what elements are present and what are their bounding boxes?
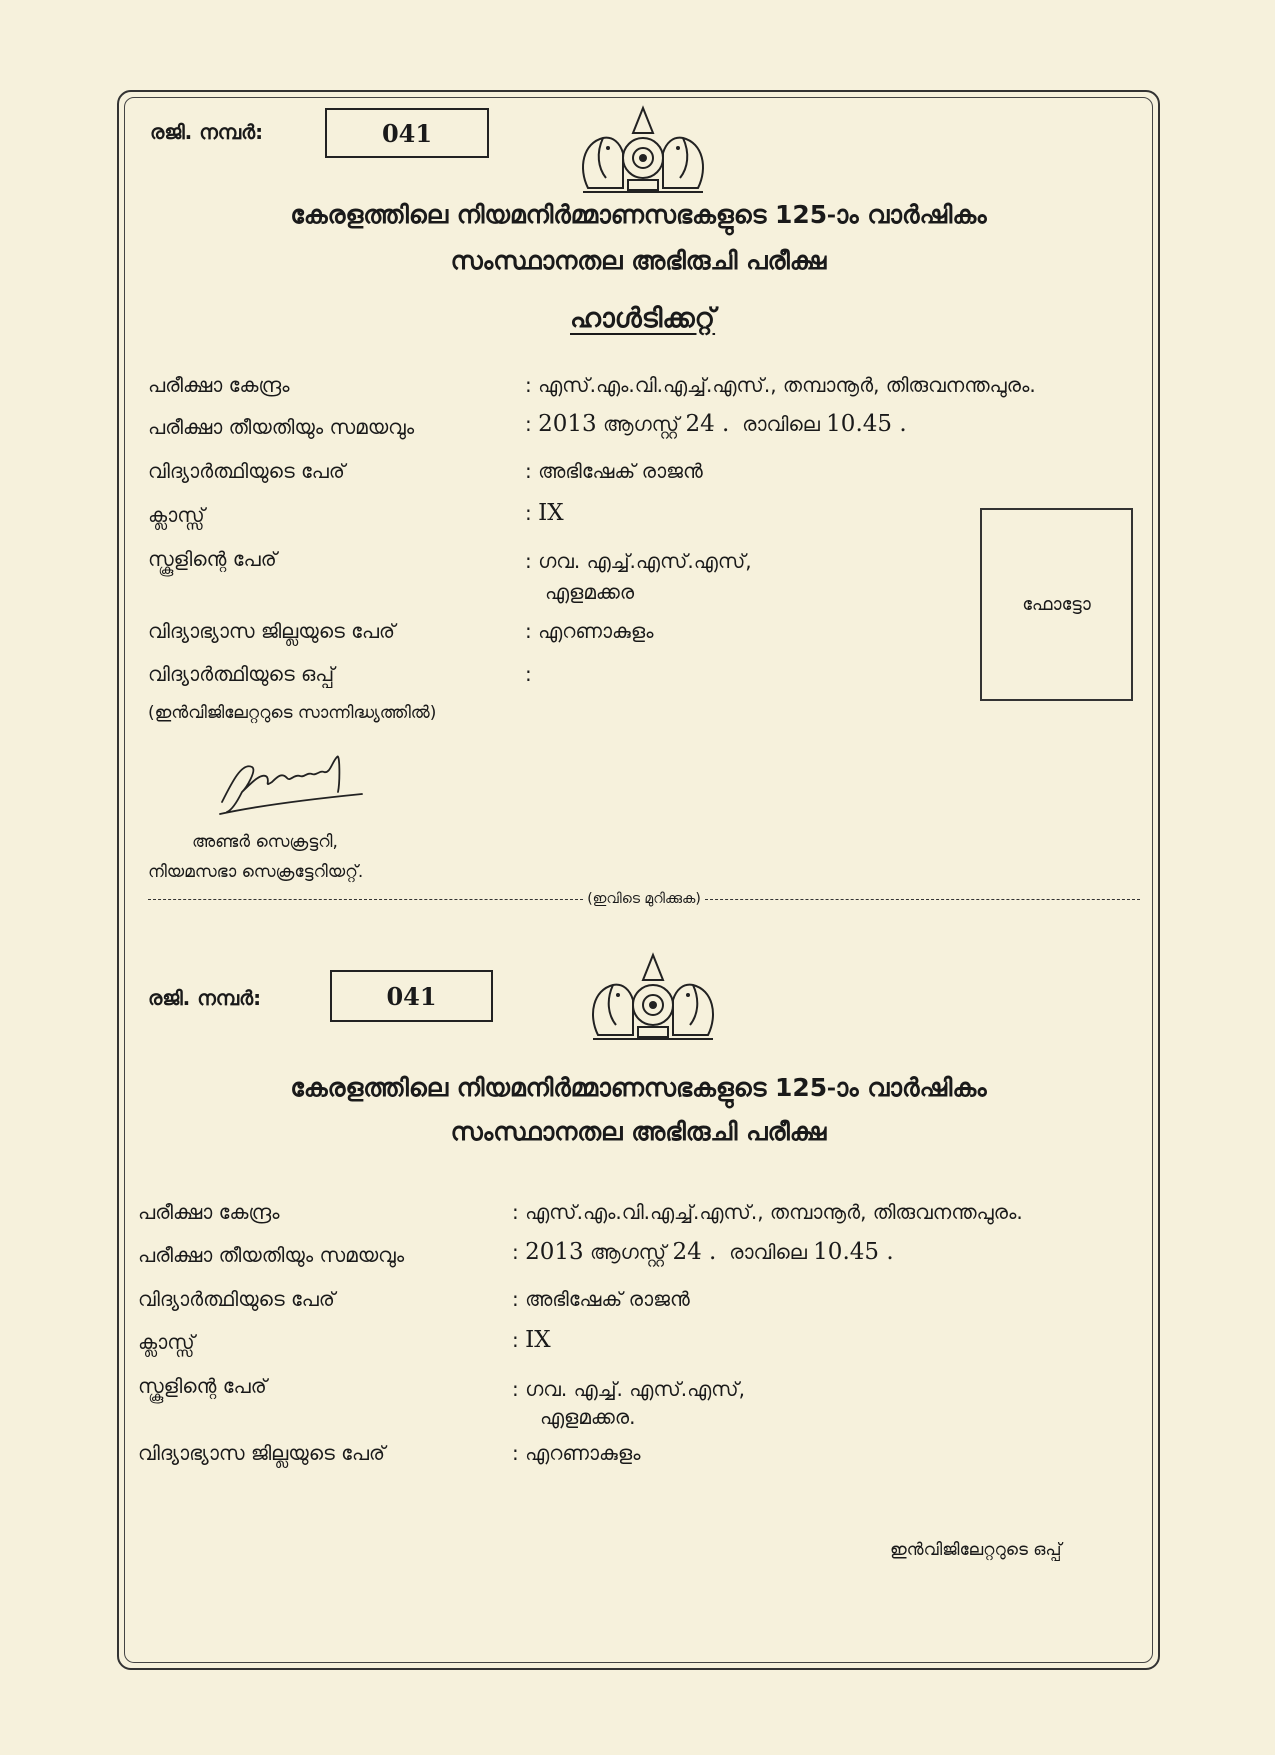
exam-month-bottom: ആഗസ്റ്റ് bbox=[590, 1240, 667, 1264]
exam-datetime-label-bottom: പരീക്ഷാ തീയതിയും സമയവും bbox=[138, 1243, 405, 1267]
school-name-line-2-bottom: എളമക്കര. bbox=[540, 1405, 636, 1429]
school-name-label-bottom: സ്കൂളിന്റെ പേര് bbox=[138, 1374, 267, 1398]
school-name-text: ഗവ. എച്ച്.എസ്.എസ്, bbox=[538, 549, 752, 573]
exam-day: 24 . bbox=[685, 411, 730, 437]
district-text: എറണാകുളം bbox=[538, 619, 654, 643]
school-name-value-bottom: : ഗവ. എച്ച്. എസ്.എസ്, bbox=[512, 1377, 745, 1401]
reg-number-label-bottom: രജി. നമ്പർ: bbox=[148, 986, 262, 1010]
cut-line bbox=[148, 891, 1140, 907]
school-name-value: : ഗവ. എച്ച്.എസ്.എസ്, bbox=[525, 549, 752, 573]
photo-label: ഫോട്ടോ bbox=[1022, 594, 1091, 615]
class-label-bottom: ക്ലാസ്സ് bbox=[138, 1330, 195, 1354]
signatory-title: അണ്ടർ സെക്രട്ടറി, bbox=[192, 832, 338, 852]
invigilator-signature-label: ഇൻവിജിലേറ്ററുടെ ഒപ്പ് bbox=[890, 1540, 1062, 1560]
school-name-line-2: എളമക്കര bbox=[545, 580, 635, 604]
title-line-2-bottom: സംസ്ഥാനതല അഭിരുചി പരീക്ഷ bbox=[450, 1117, 827, 1146]
class-value: : IX bbox=[525, 500, 564, 526]
invigilator-presence-note: (ഇൻവിജിലേറ്ററുടെ സാന്നിദ്ധ്യത്തിൽ) bbox=[148, 703, 437, 723]
student-signature-value: : bbox=[525, 662, 539, 686]
class-text-bottom: IX bbox=[525, 1327, 551, 1353]
district-value-bottom: : എറണാകുളം bbox=[512, 1441, 641, 1465]
reg-number-box: 041 bbox=[325, 108, 489, 158]
exam-centre-label-bottom: പരീക്ഷാ കേന്ദ്രം bbox=[138, 1200, 280, 1224]
cut-here-label: (ഇവിടെ മുറിക്കുക) bbox=[587, 891, 701, 907]
kerala-emblem-icon-bottom bbox=[578, 945, 728, 1045]
photo-box bbox=[980, 508, 1133, 701]
exam-day-bottom: 24 . bbox=[672, 1239, 717, 1265]
district-label-bottom: വിദ്യാഭ്യാസ ജില്ലയുടെ പേര് bbox=[138, 1441, 386, 1465]
district-value: : എറണാകുളം bbox=[525, 619, 654, 643]
exam-centre-value: : എസ്.എം.വി.എച്ച്.എസ്., തമ്പാനൂർ, തിരുവനന്തപുരം. bbox=[525, 373, 1036, 397]
exam-centre-label: പരീക്ഷാ കേന്ദ്രം bbox=[148, 373, 290, 397]
exam-month: ആഗസ്റ്റ് bbox=[603, 412, 680, 436]
exam-time-bottom: 10.45 . bbox=[813, 1239, 894, 1265]
reg-number-label: രജി. നമ്പർ: bbox=[150, 120, 264, 144]
class-label: ക്ലാസ്സ് bbox=[148, 503, 205, 527]
cut-line-right bbox=[705, 899, 1140, 900]
exam-datetime-label: പരീക്ഷാ തീയതിയും സമയവും bbox=[148, 415, 415, 439]
student-signature-label: വിദ്യാർത്ഥിയുടെ ഒപ്പ് bbox=[148, 662, 335, 686]
district-label: വിദ്യാഭ്യാസ ജില്ലയുടെ പേര് bbox=[148, 619, 396, 643]
class-value-bottom: : IX bbox=[512, 1327, 551, 1353]
hall-ticket-heading: ഹാൾടിക്കറ്റ് bbox=[570, 303, 716, 334]
exam-centre-text: എസ്.എം.വി.എച്ച്.എസ്., തമ്പാനൂർ, തിരുവനന്തപുരം. bbox=[538, 373, 1036, 397]
student-name-value-bottom: : അഭിഷേക് രാജൻ bbox=[512, 1287, 690, 1311]
student-name-value: : അഭിഷേക് രാജൻ bbox=[525, 459, 703, 483]
student-name-text-bottom: അഭിഷേക് രാജൻ bbox=[525, 1287, 690, 1311]
exam-datetime-value: : 2013 ആഗസ്റ്റ് 24 . രാവിലെ 10.45 . bbox=[525, 411, 907, 437]
class-text: IX bbox=[538, 500, 564, 526]
exam-time-label: രാവിലെ bbox=[742, 412, 820, 436]
exam-centre-text-bottom: എസ്.എം.വി.എച്ച്.എസ്., തമ്പാനൂർ, തിരുവനന്തപുരം. bbox=[525, 1200, 1023, 1224]
exam-datetime-value-bottom: : 2013 ആഗസ്റ്റ് 24 . രാവിലെ 10.45 . bbox=[512, 1239, 894, 1265]
signature-image bbox=[212, 742, 372, 826]
cut-line-left bbox=[148, 899, 583, 900]
school-name-text-bottom: ഗവ. എച്ച്. എസ്.എസ്, bbox=[525, 1377, 745, 1401]
title-line-2: സംസ്ഥാനതല അഭിരുചി പരീക്ഷ bbox=[450, 246, 827, 275]
school-name-label: സ്കൂളിന്റെ പേര് bbox=[148, 547, 277, 571]
student-name-text: അഭിഷേക് രാജൻ bbox=[538, 459, 703, 483]
student-name-label: വിദ്യാർത്ഥിയുടെ പേര് bbox=[148, 459, 345, 483]
exam-time-label-bottom: രാവിലെ bbox=[729, 1240, 807, 1264]
title-line-1: കേരളത്തിലെ നിയമനിർമ്മാണസഭകളുടെ 125-ാം വാർഷികം bbox=[290, 200, 987, 229]
reg-number-box-bottom: 041 bbox=[330, 970, 493, 1022]
district-text-bottom: എറണാകുളം bbox=[525, 1441, 641, 1465]
exam-time: 10.45 . bbox=[826, 411, 907, 437]
exam-centre-value-bottom: : എസ്.എം.വി.എച്ച്.എസ്., തമ്പാനൂർ, തിരുവനന്തപുരം. bbox=[512, 1200, 1023, 1224]
kerala-emblem-icon bbox=[568, 98, 718, 198]
student-name-label-bottom: വിദ്യാർത്ഥിയുടെ പേര് bbox=[138, 1287, 335, 1311]
title-line-1-bottom: കേരളത്തിലെ നിയമനിർമ്മാണസഭകളുടെ 125-ാം വാർഷികം bbox=[290, 1073, 987, 1102]
signatory-office: നിയമസഭാ സെക്രട്ടേറിയറ്റ്. bbox=[148, 862, 364, 882]
exam-year: 2013 bbox=[538, 411, 597, 437]
exam-year-bottom: 2013 bbox=[525, 1239, 584, 1265]
